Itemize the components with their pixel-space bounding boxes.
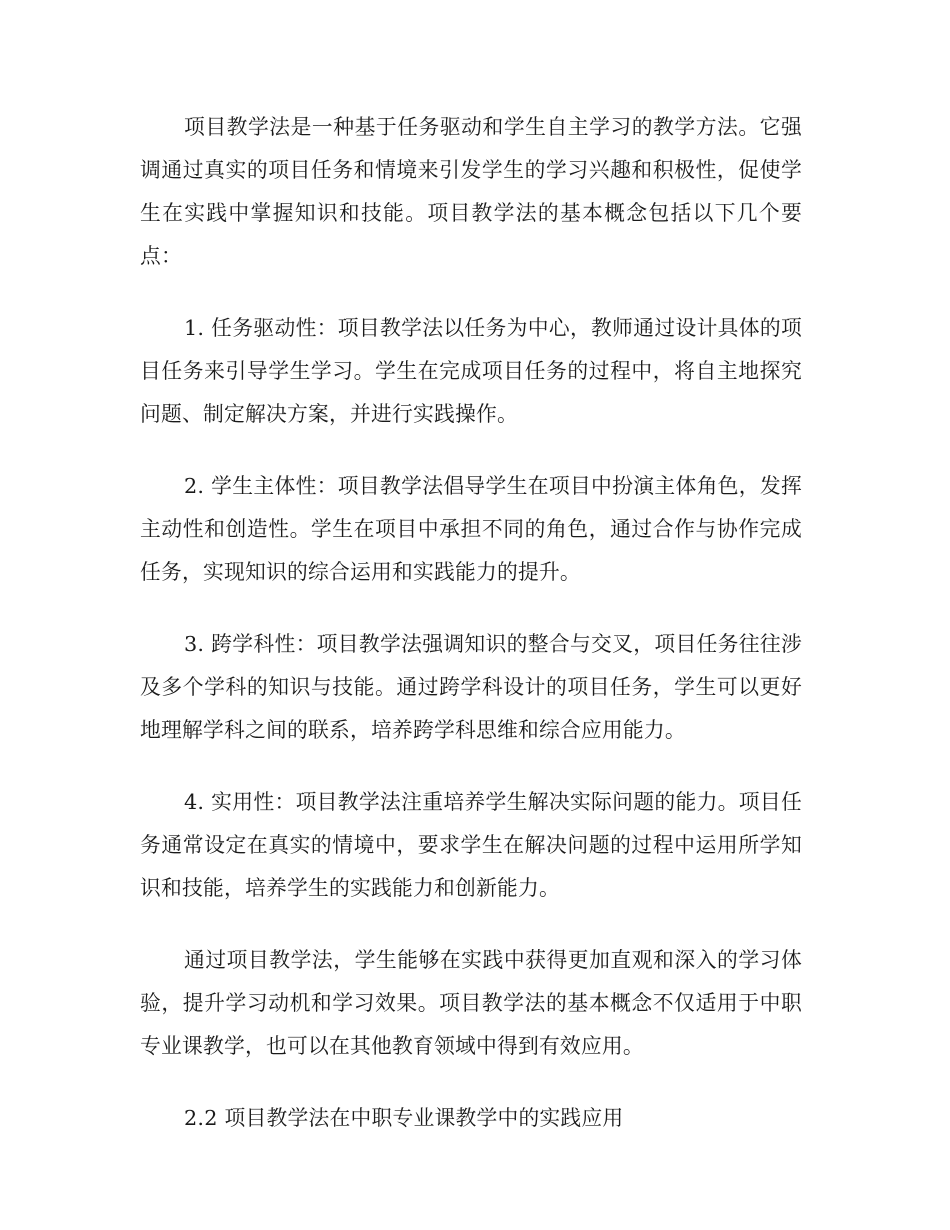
section-heading: 2.2 项目教学法在中职专业课教学中的实践应用: [184, 1106, 624, 1130]
intro-paragraph: 项目教学法是一种基于任务驱动和学生自主学习的教学方法。它强调通过真实的项目任务和情境来引发学生的学习兴趣和积极性，促使学生在实践中掌握知识和技能。项目教学法的基本概念包括以下几个要点：: [140, 115, 802, 268]
point-3-paragraph: 3. 跨学科性：项目教学法强调知识的整合与交叉，项目任务往往涉及多个学科的知识与技能。通过跨学科设计的项目任务，学生可以更好地理解学科之间的联系，培养跨学科思维和综合应用能力。: [140, 632, 802, 742]
point-2-paragraph: 2. 学生主体性：项目教学法倡导学生在项目中扮演主体角色，发挥主动性和创造性。学生在项目中承担不同的角色，通过合作与协作完成任务，实现知识的综合运用和实践能力的提升。: [140, 474, 802, 584]
summary-paragraph: 通过项目教学法，学生能够在实践中获得更加直观和深入的学习体验，提升学习动机和学习效果。项目教学法的基本概念不仅适用于中职专业课教学，也可以在其他教育领域中得到有效应用。: [140, 948, 802, 1058]
document-body: [140, 106, 802, 1169]
point-4-paragraph: 4. 实用性：项目教学法注重培养学生解决实际问题的能力。项目任务通常设定在真实的情境中，要求学生在解决问题的过程中运用所学知识和技能，培养学生的实践能力和创新能力。: [140, 790, 802, 900]
point-1-paragraph: 1. 任务驱动性：项目教学法以任务为中心，教师通过设计具体的项目任务来引导学生学习。学生在完成项目任务的过程中，将自主地探究问题、制定解决方案，并进行实践操作。: [140, 316, 802, 426]
